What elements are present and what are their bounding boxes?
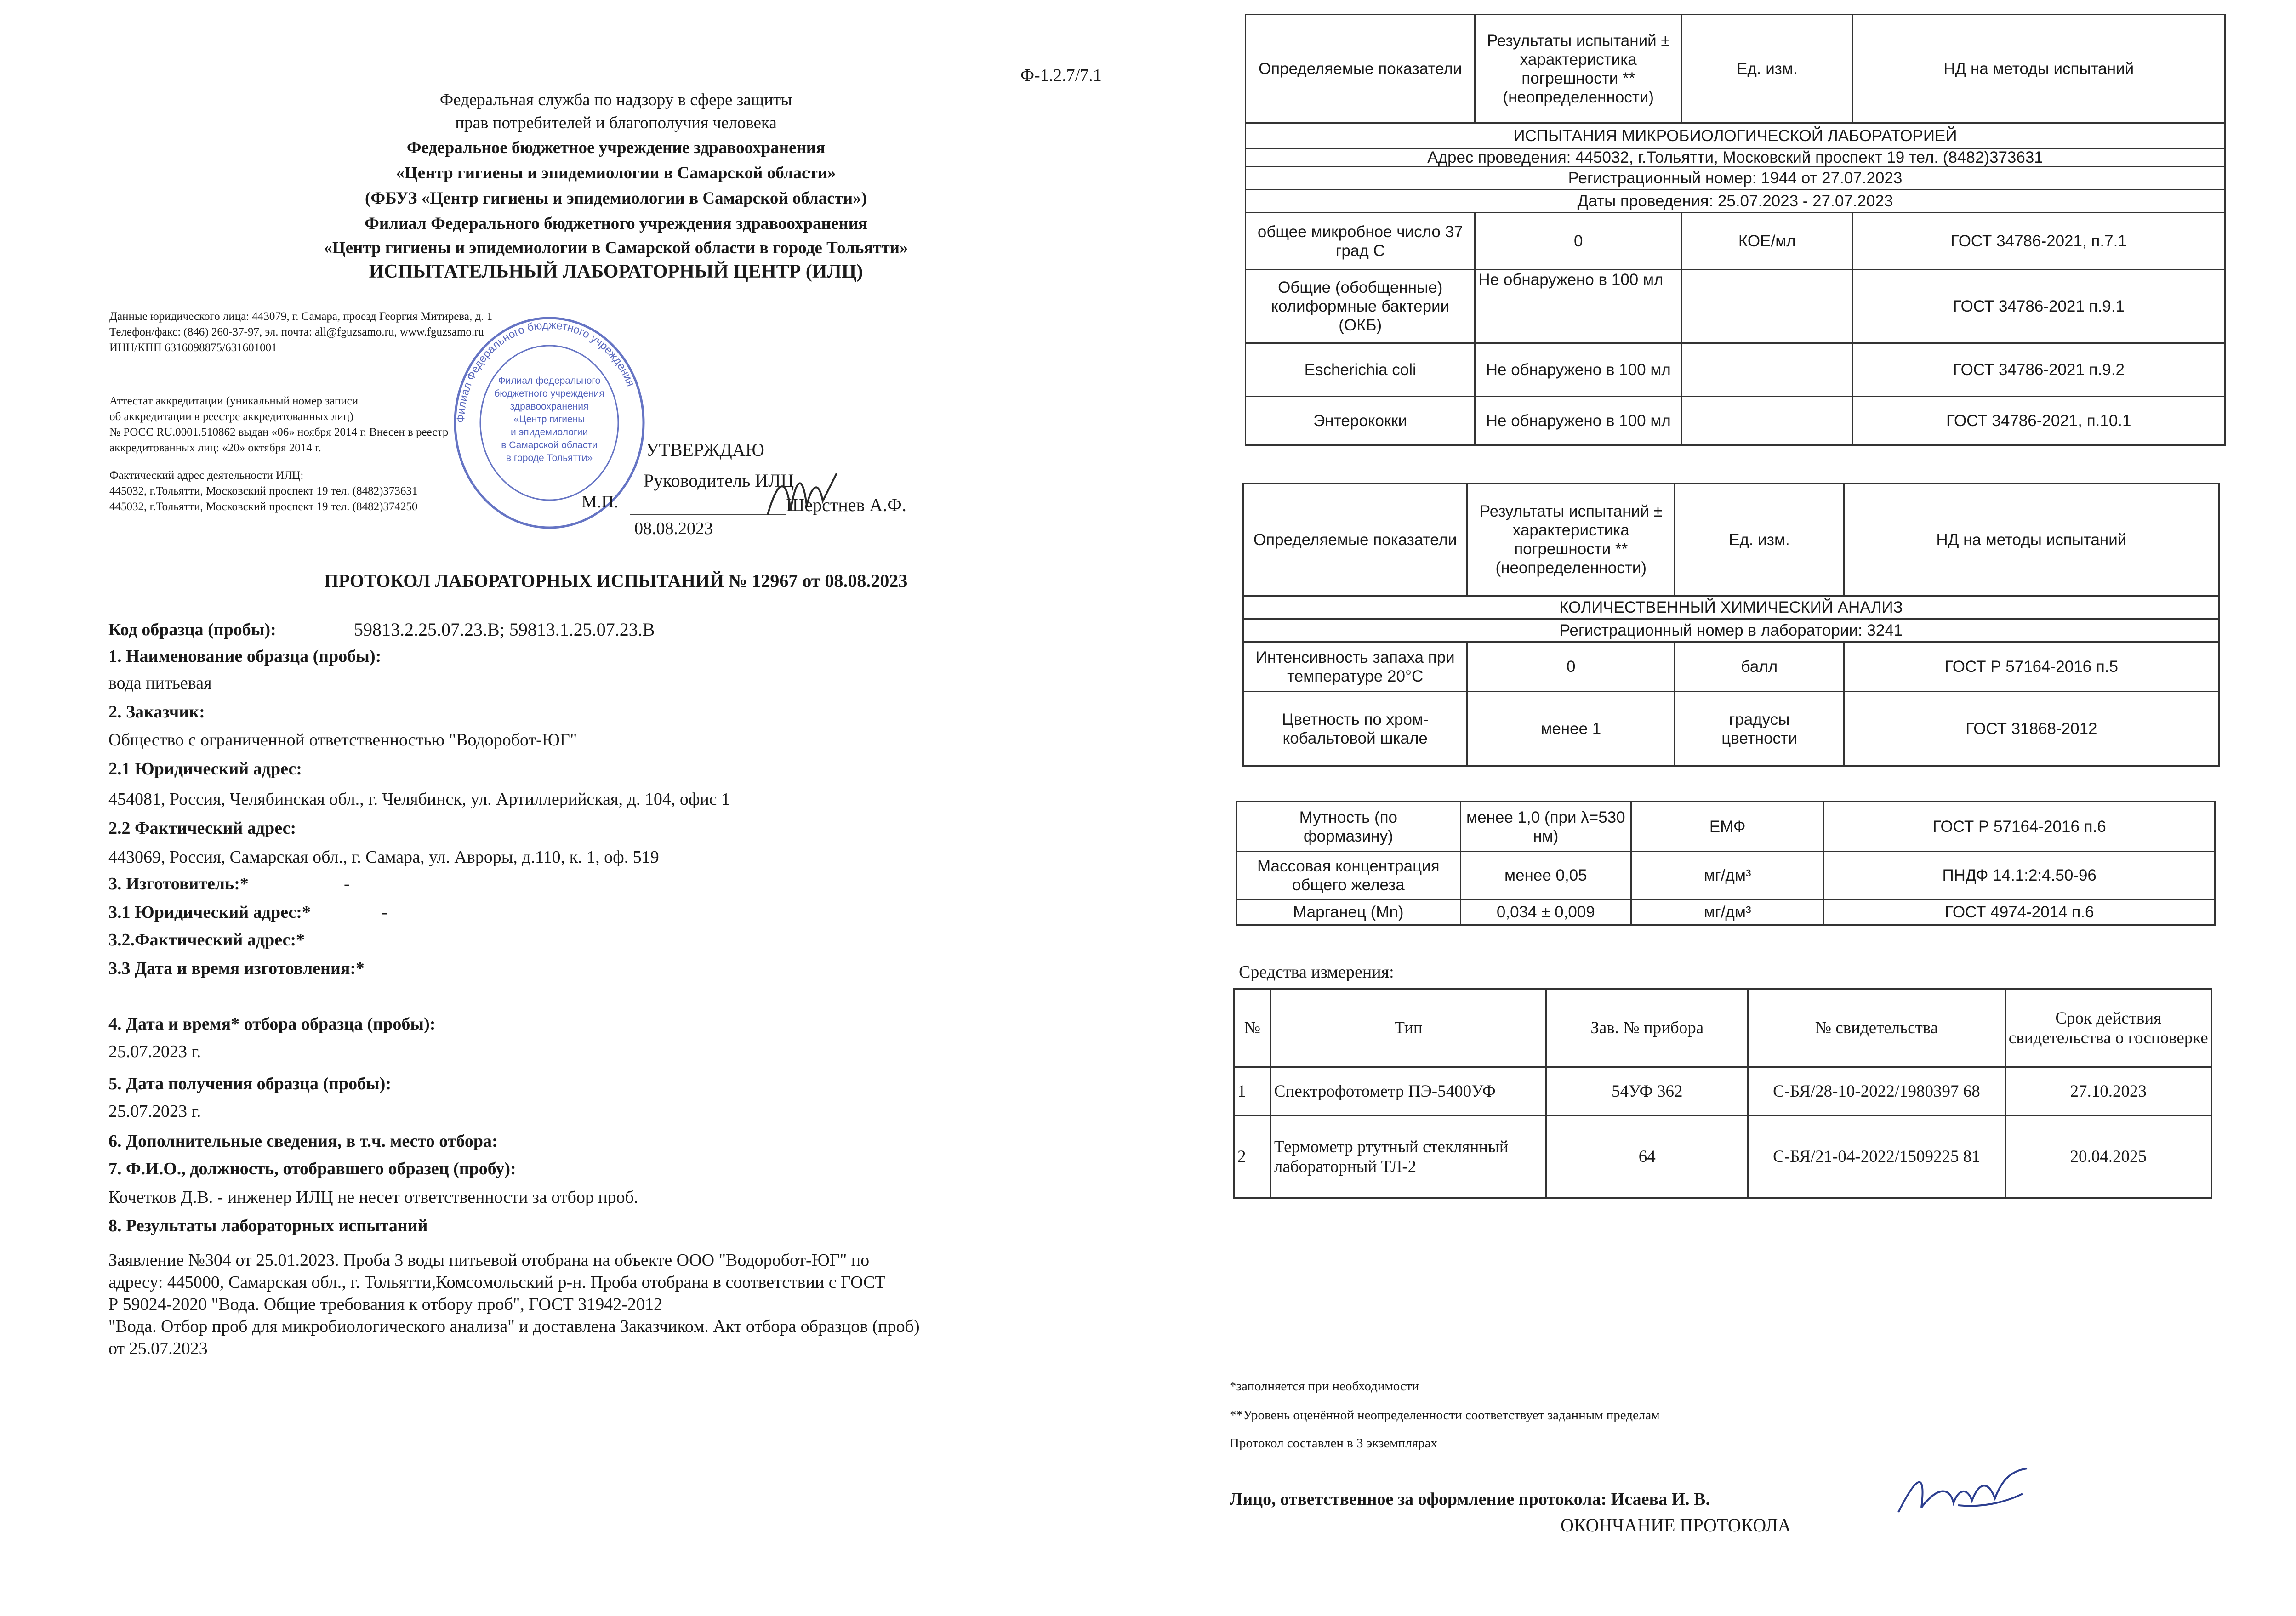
approve-role: Руководитель ИЛЦ — [644, 470, 794, 491]
footnote-2: **Уровень оценённой неопределенности соответствует заданным пределам — [1230, 1408, 1660, 1423]
field-4-label: 4. Дата и время* отбора образца (пробы): — [108, 1014, 436, 1034]
statement-line: "Вода. Отбор проб для микробиологического анализа" и доставлена Заказчиком. Акт отбора образцов (проб) — [108, 1317, 920, 1336]
field-2-1-label: 2.1 Юридический адрес: — [108, 759, 302, 779]
approve-date: 08.08.2023 — [634, 519, 713, 538]
stamp-line: и эпидемиологии — [511, 427, 588, 438]
row-type: Спектрофотометр ПЭ-5400УФ — [1270, 1067, 1546, 1115]
address-line-2: 445032, г.Тольятти, Московский проспект 19 тел. (8482)373631 — [109, 485, 418, 497]
table-row — [1246, 270, 2225, 343]
field-6-label: 6. Дополнительные сведения, в т.ч. место отбора: — [108, 1132, 498, 1151]
micro-address: Адрес проведения: 445032, г.Тольятти, Московский проспект 19 тел. (8482)373631 — [1246, 149, 2225, 167]
field-2-label: 2. Заказчик: — [108, 702, 205, 722]
row-indicator: Цветность по хром-кобальтовой шкале — [1243, 692, 1467, 766]
instruments-table — [1233, 988, 2212, 1199]
table-row — [1236, 899, 2215, 925]
header-method: НД на методы испытаний — [1844, 484, 2219, 596]
sample-code-label: Код образца (пробы): — [108, 620, 276, 639]
row-method: ПНДФ 14.1:2:4.50-96 — [1824, 852, 2215, 899]
row-unit: мг/дм³ — [1631, 852, 1824, 899]
field-2-1-value: 454081, Россия, Челябинская обл., г. Челябинск, ул. Артиллерийская, д. 104, офис 1 — [108, 790, 730, 809]
row-unit: балл — [1675, 642, 1844, 692]
header-cert: № свидетельства — [1748, 989, 2005, 1067]
field-2-2-value: 443069, Россия, Самарская обл., г. Самара, ул. Авроры, д.110, к. 1, оф. 519 — [108, 848, 659, 867]
table-row — [1243, 642, 2219, 692]
field-1-label: 1. Наименование образца (пробы): — [108, 647, 382, 666]
row-indicator: Марганец (Mn) — [1236, 899, 1461, 925]
accred-line-3: № РОСС RU.0001.510862 выдан «06» ноября 2014 г. Внесен в реестр — [109, 426, 449, 438]
table-header-row — [1246, 15, 2225, 123]
row-method: ГОСТ Р 57164-2016 п.5 — [1844, 642, 2219, 692]
row-result: Не обнаружено в 100 мл — [1475, 397, 1682, 445]
table-row — [1234, 1115, 2212, 1198]
center-name: ИСПЫТАТЕЛЬНЫЙ ЛАБОРАТОРНЫЙ ЦЕНТР (ИЛЦ) — [369, 261, 863, 282]
row-indicator: Escherichia coli — [1246, 343, 1475, 397]
row-result: Не обнаружено в 100 мл — [1475, 270, 1682, 343]
row-result: Не обнаружено в 100 мл — [1475, 343, 1682, 397]
row-method: ГОСТ 34786-2021 п.9.2 — [1852, 343, 2225, 397]
header-type: Тип — [1270, 989, 1546, 1067]
header-bold-line-5: «Центр гигиены и эпидемиологии в Самарской области в городе Тольятти» — [324, 239, 908, 257]
micro-title: ИСПЫТАНИЯ МИКРОБИОЛОГИЧЕСКОЙ ЛАБОРАТОРИЕЙ — [1246, 123, 2225, 149]
row-cert: С-БЯ/21-04-2022/1509225 81 — [1748, 1115, 2005, 1198]
header-bold-line-2: «Центр гигиены и эпидемиологии в Самарской области» — [396, 164, 836, 182]
row-method: ГОСТ 34786-2021, п.10.1 — [1852, 397, 2225, 445]
row-serial: 64 — [1546, 1115, 1748, 1198]
row-indicator: Мутность (по формазину) — [1236, 802, 1461, 852]
row-indicator: Общие (обобщенные) колиформные бактерии (ОКБ) — [1246, 270, 1475, 343]
row-method: ГОСТ 4974-2014 п.6 — [1824, 899, 2215, 925]
address-line-1: Фактический адрес деятельности ИЛЦ: — [109, 469, 304, 482]
row-num: 2 — [1234, 1115, 1271, 1198]
legal-line-3: ИНН/КПП 6316098875/631601001 — [109, 341, 277, 354]
row-cert: С-БЯ/28-10-2022/1980397 68 — [1748, 1067, 2005, 1115]
header-bold-line-4: Филиал Федерального бюджетного учреждения здравоохранения — [365, 214, 867, 233]
legal-line-2: Телефон/факс: (846) 260-37-97, эл. почта: all@fguzsamo.ru, www.fguzsamo.ru — [109, 326, 484, 338]
table-row — [1246, 343, 2225, 397]
accred-line-1: Аттестат аккредитации (уникальный номер записи — [109, 395, 359, 407]
legal-line-1: Данные юридического лица: 443079, г. Самара, проезд Георгия Митирева, д. 1 — [109, 310, 493, 323]
field-5-label: 5. Дата получения образца (пробы): — [108, 1074, 392, 1093]
row-type: Термометр ртутный стеклянный лабораторный ТЛ-2 — [1270, 1115, 1546, 1198]
table-row — [1243, 692, 2219, 766]
field-2-value: Общество с ограниченной ответственностью "Водоробот-ЮГ" — [108, 730, 577, 750]
row-result: 0 — [1467, 642, 1675, 692]
header-indicator: Определяемые показатели — [1243, 484, 1467, 596]
row-unit: КОЕ/мл — [1682, 213, 1852, 270]
field-4-value: 25.07.2023 г. — [108, 1042, 201, 1061]
stamp-line: здравоохранения — [510, 401, 589, 412]
header-line-2: прав потребителей и благополучия человека — [455, 114, 777, 132]
footnote-1: *заполняется при необходимости — [1230, 1379, 1419, 1394]
field-3-1-value: - — [382, 903, 387, 922]
stamp-line: в городе Тольятти» — [506, 453, 593, 463]
chem-results-table-2 — [1236, 801, 2216, 926]
header-num: № — [1234, 989, 1271, 1067]
responsible-signature — [1889, 1462, 2036, 1526]
row-indicator: Интенсивность запаха при температуре 20°С — [1243, 642, 1467, 692]
form-code: Ф-1.2.7/7.1 — [1020, 66, 1102, 85]
field-7-label: 7. Ф.И.О., должность, отобравшего образец (пробу): — [108, 1159, 516, 1178]
row-unit — [1682, 270, 1852, 343]
row-unit: мг/дм³ — [1631, 899, 1824, 925]
row-method: ГОСТ 31868-2012 — [1844, 692, 2219, 766]
row-unit — [1682, 343, 1852, 397]
table-row — [1246, 213, 2225, 270]
row-indicator: Энтерококки — [1246, 397, 1475, 445]
micro-dates: Даты проведения: 25.07.2023 - 27.07.2023 — [1246, 190, 2225, 213]
row-method: ГОСТ 34786-2021 п.9.1 — [1852, 270, 2225, 343]
statement-line: Р 59024-2020 "Вода. Общие требования к отбору проб", ГОСТ 31942-2012 — [108, 1295, 662, 1314]
chem-title: КОЛИЧЕСТВЕННЫЙ ХИМИЧЕСКИЙ АНАЛИЗ — [1243, 596, 2219, 619]
header-bold-line-3: (ФБУЗ «Центр гигиены и эпидемиологии в Самарской области») — [365, 189, 867, 208]
approve-title: УТВЕРЖДАЮ — [646, 439, 764, 460]
approve-mp: М.П. — [581, 492, 619, 512]
field-3-value: - — [344, 874, 350, 893]
field-1-value: вода питьевая — [108, 673, 212, 693]
row-method: ГОСТ Р 57164-2016 п.6 — [1824, 802, 2215, 852]
micro-reg: Регистрационный номер: 1944 от 27.07.2023 — [1246, 167, 2225, 190]
statement-line: адресу: 445000, Самарская обл., г. Тольятти,Комсомольский р-н. Проба отобрана в соответствии с ГОСТ — [108, 1273, 886, 1292]
header-result: Результаты испытаний ± характеристика погрешности **(неопределенности) — [1475, 15, 1682, 123]
row-result: менее 1,0 (при λ=530 нм) — [1460, 802, 1631, 852]
header-valid: Срок действия свидетельства о госповерке — [2005, 989, 2211, 1067]
row-method: ГОСТ 34786-2021, п.7.1 — [1852, 213, 2225, 270]
table-header-row — [1243, 484, 2219, 596]
field-3-3-label: 3.3 Дата и время изготовления:* — [108, 959, 365, 978]
field-3-2-label: 3.2.Фактический адрес:* — [108, 930, 305, 950]
row-unit: ЕМФ — [1631, 802, 1824, 852]
table-header-row — [1234, 989, 2212, 1067]
stamp-line: Филиал федерального — [498, 376, 601, 386]
responsible-person: Лицо, ответственное за оформление протокола: Исаева И. В. — [1230, 1490, 1710, 1509]
field-3-1-label: 3.1 Юридический адрес:* — [108, 903, 311, 922]
statement-block — [108, 1249, 1088, 1360]
header-result: Результаты испытаний ± характеристика погрешности **(неопределенности) — [1467, 484, 1675, 596]
protocol-title: ПРОТОКОЛ ЛАБОРАТОРНЫХ ИСПЫТАНИЙ № 12967 от 08.08.2023 — [324, 570, 908, 591]
micro-results-table — [1245, 14, 2226, 446]
table-row — [1246, 397, 2225, 445]
sample-code-value: 59813.2.25.07.23.В; 59813.1.25.07.23.В — [354, 619, 655, 640]
header-serial: Зав. № прибора — [1546, 989, 1748, 1067]
copies-note: Протокол составлен в 3 экземплярах — [1230, 1436, 1437, 1451]
statement-line: от 25.07.2023 — [108, 1339, 208, 1358]
field-8-label: 8. Результаты лабораторных испытаний — [108, 1216, 428, 1235]
row-valid: 20.04.2025 — [2005, 1115, 2211, 1198]
accred-line-2: об аккредитации в реестре аккредитованных лиц) — [109, 410, 353, 423]
table-row — [1236, 852, 2215, 899]
stamp-line: бюджетного учреждения — [494, 388, 604, 399]
field-3-label: 3. Изготовитель:* — [108, 874, 249, 893]
row-result: менее 0,05 — [1460, 852, 1631, 899]
stamp-ring-text: Филиал Федерального бюджетного учреждения — [454, 319, 637, 423]
table-row — [1234, 1067, 2212, 1115]
row-result: 0 — [1475, 213, 1682, 270]
row-valid: 27.10.2023 — [2005, 1067, 2211, 1115]
field-5-value: 25.07.2023 г. — [108, 1102, 201, 1121]
row-num: 1 — [1234, 1067, 1271, 1115]
header-method: НД на методы испытаний — [1852, 15, 2225, 123]
stamp-line: в Самарской области — [501, 440, 598, 450]
protocol-end: ОКОНЧАНИЕ ПРОТОКОЛА — [1561, 1515, 1791, 1536]
header-unit: Ед. изм. — [1675, 484, 1844, 596]
chem-reg: Регистрационный номер в лаборатории: 3241 — [1243, 619, 2219, 642]
row-result: менее 1 — [1467, 692, 1675, 766]
row-serial: 54УФ 362 — [1546, 1067, 1748, 1115]
header-unit: Ед. изм. — [1682, 15, 1852, 123]
row-result: 0,034 ± 0,009 — [1460, 899, 1631, 925]
address-line-3: 445032, г.Тольятти, Московский проспект 19 тел. (8482)374250 — [109, 501, 418, 513]
instruments-label: Средства измерения: — [1239, 962, 1394, 982]
header-line-1: Федеральная служба по надзору в сфере защиты — [439, 91, 792, 109]
approve-name: Шерстнев А.Ф. — [786, 495, 906, 515]
row-indicator: общее микробное число 37 град С — [1246, 213, 1475, 270]
row-unit — [1682, 397, 1852, 445]
table-row — [1236, 802, 2215, 852]
row-unit: градусы цветности — [1675, 692, 1844, 766]
header-indicator: Определяемые показатели — [1246, 15, 1475, 123]
header-bold-line-1: Федеральное бюджетное учреждение здравоохранения — [406, 138, 826, 157]
field-2-2-label: 2.2 Фактический адрес: — [108, 819, 296, 838]
field-7-value: Кочетков Д.В. - инженер ИЛЦ не несет ответственности за отбор проб. — [108, 1188, 638, 1207]
accred-line-4: аккредитованных лиц: «20» октября 2014 г. — [109, 442, 321, 454]
statement-line: Заявление №304 от 25.01.2023. Проба 3 воды питьевой отобрана на объекте ООО "Водоробот-ЮГ" по — [108, 1251, 870, 1270]
chem-results-table — [1242, 483, 2220, 767]
stamp-line: «Центр гигиены — [513, 414, 585, 425]
director-signature — [758, 455, 841, 524]
row-indicator: Массовая концентрация общего железа — [1236, 852, 1461, 899]
